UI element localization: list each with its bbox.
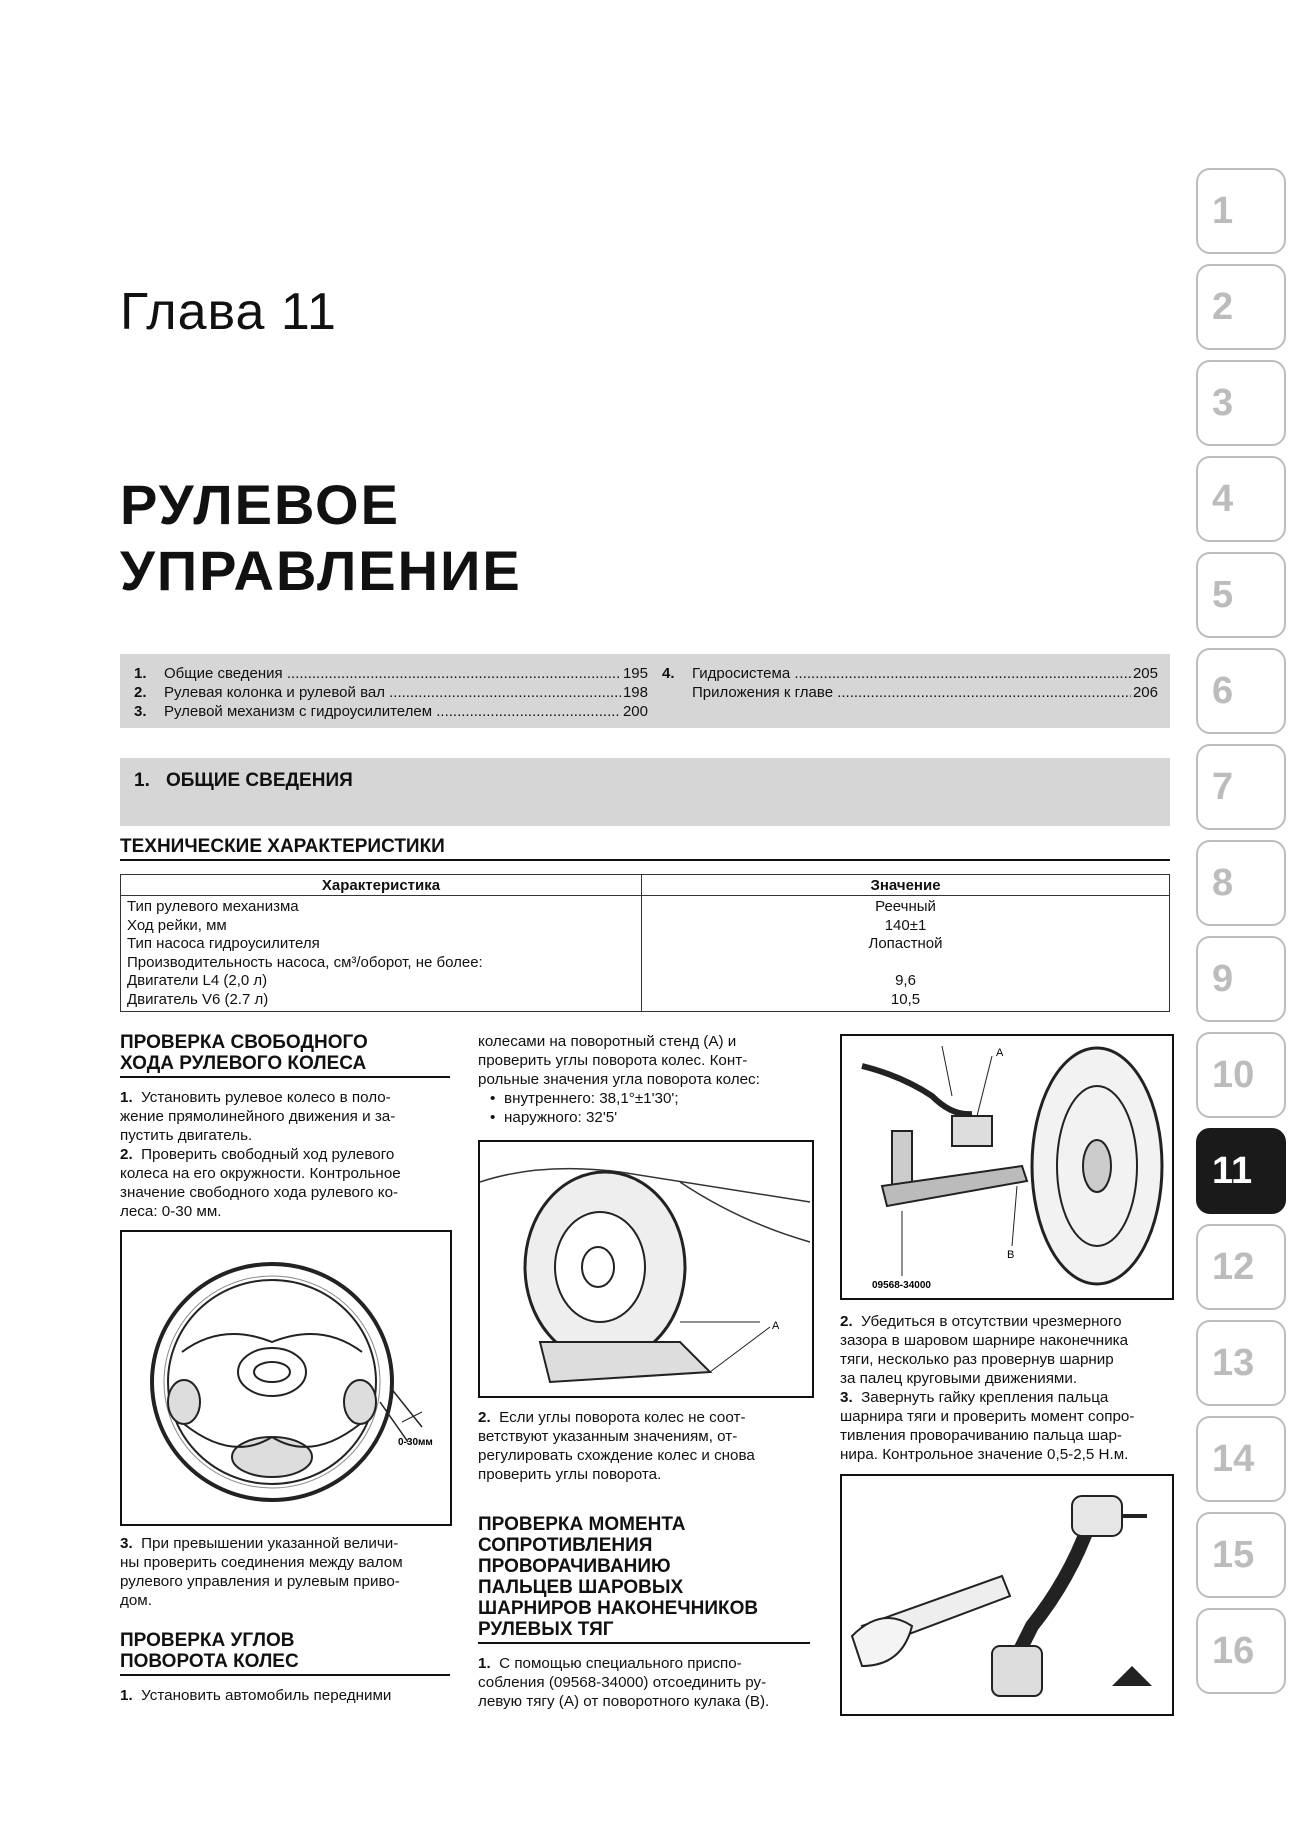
toc-entry-page: 205 [1132,665,1158,682]
chapter-tab[interactable]: 10 [1196,1032,1286,1118]
spec-value: 9,6 [895,972,916,989]
step-number: 2. [840,1313,853,1330]
heading-free-play [120,1032,450,1078]
text-line: проверить углы поворота. [478,1466,662,1483]
step-number: 3. [840,1389,853,1406]
heading-line: ПРОВЕРКА СВОБОДНОГО [120,1032,368,1053]
toc-entry[interactable] [134,702,648,721]
text-line: дом. [120,1592,152,1609]
chapter-tab[interactable]: 8 [1196,840,1286,926]
text-line: нира. Контрольное значение 0,5-2,5 Н.м. [840,1446,1129,1463]
toc-column-right [662,664,1158,702]
heading-wheel-angles [120,1630,450,1676]
table-row [121,896,1170,1012]
chapter-tab[interactable]: 1 [1196,168,1286,254]
text-line: С помощью специального приспо- [499,1655,742,1672]
spec-label: Ход рейки, мм [127,916,227,934]
page-title [120,472,522,604]
text-line: Установить автомобиль передними [141,1687,392,1704]
heading-line: ПОВОРОТА КОЛЕС [120,1651,299,1672]
specs-table [120,874,1170,1012]
section-header [120,758,1170,826]
chapter-tab[interactable]: 6 [1196,648,1286,734]
step-3 [120,1534,450,1610]
text-line: рольные значения угла поворота колес: [478,1071,760,1088]
column-3 [840,1312,1170,1464]
spec-value: 140±1 [884,916,927,934]
text-line: проверить углы поворота колес. Конт- [478,1052,748,1069]
column-1 [120,1032,450,1221]
chapter-tab[interactable]: 14 [1196,1416,1286,1502]
chapter-tab[interactable]: 5 [1196,552,1286,638]
text-line: рулевого управления и рулевым приво- [120,1573,400,1590]
column-header: Значение [642,875,1170,896]
publisher-logo-icon [1112,1666,1152,1686]
text-line: При превышении указанной величи- [141,1535,399,1552]
toc-entry[interactable] [134,683,648,702]
text-line: пустить двигатель. [120,1127,253,1144]
step-number: 1. [478,1655,491,1672]
chapter-tab[interactable]: 12 [1196,1224,1286,1310]
text-line: тивления проворачиванию пальца шар- [840,1427,1122,1444]
heading-line: ПАЛЬЦЕВ ШАРОВЫХ [478,1577,684,1598]
text-line: леса: 0-30 мм. [120,1203,222,1220]
heading-line: ПРОВЕРКА МОМЕНТА [478,1514,686,1535]
text-line: левую тягу (А) от поворотного кулака (В). [478,1693,770,1710]
text-line: Если углы поворота колес не соот- [499,1409,746,1426]
heading-line: РУЛЕВЫХ ТЯГ [478,1619,614,1640]
heading-line: ХОДА РУЛЕВОГО КОЛЕСА [120,1053,367,1074]
chapter-tab[interactable]: 13 [1196,1320,1286,1406]
torque-wrench-illustration [842,1476,1172,1714]
spec-label: Тип насоса гидроусилителя [127,935,320,952]
angles-intro [478,1032,810,1089]
list-item: • наружного: 32'5' [478,1108,810,1127]
chapter-tab[interactable]: 16 [1196,1608,1286,1694]
section-number: 1. [134,770,150,791]
turntable-label: A [772,1320,780,1332]
toc-entry-text: Рулевой механизм с гидроусилителем ..... [164,702,621,721]
spec-value [648,954,1163,973]
step-number: 1. [120,1089,133,1106]
step-number: 1. [120,1687,133,1704]
step-number: 2. [120,1146,133,1163]
column-2-lower [478,1408,810,1711]
toc-entry-page: 195 [622,665,648,682]
toc-entry-text: Рулевая колонка и рулевой вал ..... [164,683,621,702]
step-2-angles [478,1408,810,1484]
step-2 [120,1145,450,1221]
text-line: ны проверить соединения между валом [120,1554,403,1571]
title-line: РУЛЕВОЕ [120,473,400,536]
spec-label: Производительность насоса, см³/оборот, не более: [127,953,483,971]
toc-entry[interactable] [134,664,648,683]
tool-number-label: 09568-34000 [872,1280,931,1291]
heading-line: ПРОВЕРКА УГЛОВ [120,1630,295,1651]
heading-line: ПРОВОРАЧИВАНИЮ [478,1556,671,1577]
heading-line: ШАРНИРОВ НАКОНЕЧНИКОВ [478,1598,759,1619]
chapter-tab[interactable]: 3 [1196,360,1286,446]
list-item: • внутреннего: 38,1°±1'30'; [478,1089,810,1108]
step-3-torque [840,1388,1170,1464]
step-1 [120,1088,450,1145]
figure-tie-rod-puller [840,1034,1174,1300]
heading-line: СОПРОТИВЛЕНИЯ [478,1535,653,1556]
column-header: Характеристика [121,875,642,896]
text-line: Проверить свободный ход рулевого [141,1146,395,1163]
text-line: Убедиться в отсутствии чрезмерного [861,1313,1122,1330]
figure-turntable [478,1140,814,1398]
toc-entry-number: 2. [134,684,147,701]
toc-entry-number [662,683,692,702]
spec-values-cell [642,896,1170,1012]
toc-entry[interactable] [662,683,1158,702]
title-line: УПРАВЛЕНИЕ [120,539,522,602]
figure-steering-wheel [120,1230,452,1526]
chapter-tab[interactable]: 2 [1196,264,1286,350]
text-line: колесами на поворотный стенд (А) и [478,1033,737,1050]
text-line: шарнира тяги и проверить момент сопро- [840,1408,1135,1425]
toc-entry-number: 1. [134,665,147,682]
step-1-angles [120,1686,450,1705]
chapter-label: Глава 11 [120,283,337,341]
toc-entry-page: 206 [1132,684,1158,701]
knuckle-label: B [1007,1249,1015,1261]
spec-label: Двигатели L4 (2,0 л) [127,972,268,989]
toc-entry-number: 4. [662,665,675,682]
spec-value: 10,5 [890,990,921,1008]
spec-label: Двигатель V6 (2.7 л) [127,990,269,1008]
section-title: ОБЩИЕ СВЕДЕНИЯ [166,770,353,791]
chapter-tab[interactable]: 9 [1196,936,1286,1022]
column-1-lower [120,1534,450,1705]
table-header-row [121,875,1170,896]
text-line: значение свободного хода рулевого ко- [120,1184,399,1201]
heading-ball-joint-torque [478,1514,810,1644]
text-line: колеса на его окружности. Контрольное [120,1165,401,1182]
text-line: собления (09568-34000) отсоединить ру- [478,1674,767,1691]
spec-value: Реечный [875,898,936,915]
spec-labels-cell [121,896,642,1012]
text-line: зазора в шаровом шарнире наконечника [840,1332,1129,1349]
text-line: регулировать схождение колес и снова [478,1447,755,1464]
specs-heading: ТЕХНИЧЕСКИЕ ХАРАКТЕРИСТИКИ [120,836,1170,861]
text-line: за палец круговыми движениями. [840,1370,1078,1387]
step-2-torque [840,1312,1170,1388]
text-line: Завернуть гайку крепления пальца [861,1389,1109,1406]
table-of-contents [120,654,1170,728]
toc-entry-text: Приложения к главе ..... [692,683,1131,702]
wheel-turntable-illustration [480,1142,812,1396]
toc-entry[interactable] [662,664,1158,683]
text-line: тяги, несколько раз провернув шарнир [840,1351,1114,1368]
figure-torque-check [840,1474,1174,1716]
toc-entry-number: 3. [134,703,147,720]
steering-wheel-illustration [122,1232,450,1524]
step-1-torque [478,1654,810,1711]
chapter-tab[interactable]: 4 [1196,456,1286,542]
spec-value: Лопастной [868,935,943,952]
free-play-label: 0-30мм [398,1437,433,1448]
tie-rod-puller-illustration [842,1036,1172,1298]
text-line: жение прямолинейного движения и за- [120,1108,396,1125]
chapter-tab[interactable]: 7 [1196,744,1286,830]
chapter-tab[interactable]: 15 [1196,1512,1286,1598]
toc-entry-page: 200 [622,703,648,720]
step-number: 2. [478,1409,491,1426]
text-line: ветствуют указанным значениям, от- [478,1428,738,1445]
spec-label: Тип рулевого механизма [127,898,299,915]
tie-rod-label: A [996,1047,1004,1059]
step-number: 3. [120,1535,133,1552]
chapter-tab-active[interactable]: 11 [1196,1128,1286,1214]
toc-entry-text: Общие сведения ..... [164,664,621,683]
text-line: Установить рулевое колесо в поло- [141,1089,391,1106]
toc-entry-page: 198 [622,684,648,701]
toc-column-left [134,664,648,721]
column-2 [478,1032,810,1127]
toc-entry-text: Гидросистема ..... [692,664,1131,683]
